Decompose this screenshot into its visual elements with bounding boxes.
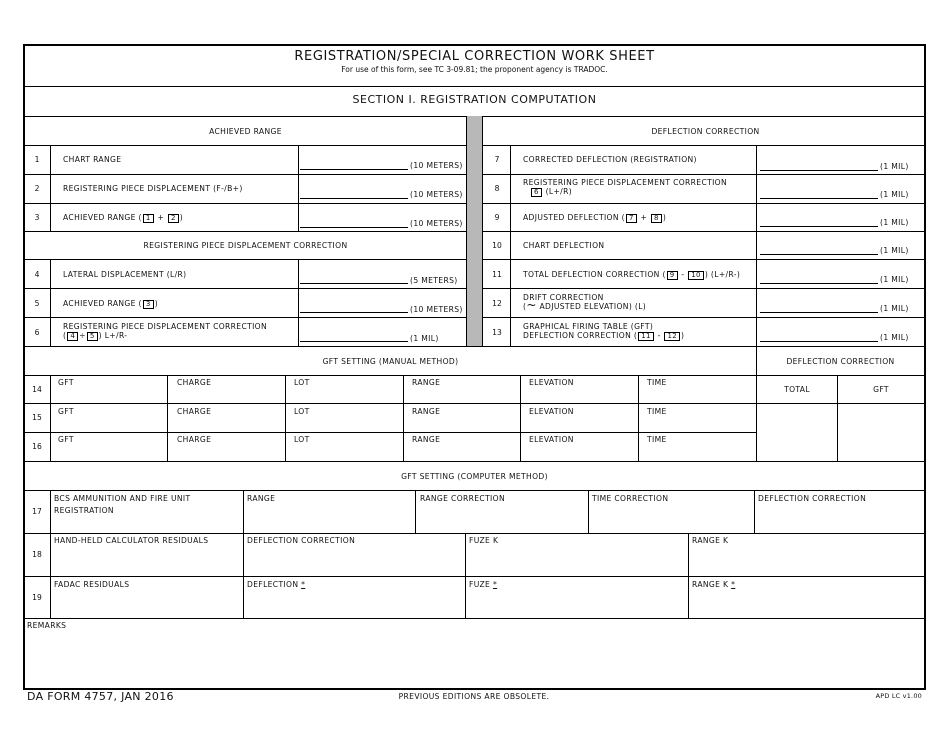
total-header: TOTAL [784,385,810,394]
cell-label: RANGE K [692,536,729,545]
cell-label: RANGE CORRECTION [420,494,506,503]
cell-label: TIME CORRECTION [592,494,669,503]
rpdc-field[interactable] [300,331,408,342]
unit-label: (10 METERS) [410,219,463,228]
row-number: 14 [32,385,42,394]
unit-label: (1 MIL) [880,304,909,313]
row-label-line2: (~ ADJUSTED ELEVATION) (L) [523,298,647,312]
row-label: ADJUSTED DEFLECTION ( 7 + 8 ) [523,213,667,222]
cell-label: REGISTRATION [54,506,114,515]
row-number: 6 [34,328,40,337]
achieved-range-2-field[interactable] [300,302,408,313]
cell-label: GFT [58,407,74,416]
editions-note: PREVIOUS EDITIONS ARE OBSOLETE. [398,692,550,701]
cell-label: CHARGE [177,435,212,444]
row-number: 15 [32,413,42,422]
cell-label: LOT [294,435,310,444]
chart-range-field[interactable] [300,159,408,170]
form-number: DA FORM 4757, JAN 2016 [27,690,174,703]
row-number: 4 [34,270,40,279]
row-number: 16 [32,442,42,451]
row-label: CHART RANGE [63,155,122,164]
cell-label: DEFLECTION * [247,580,306,589]
row-label: CORRECTED DEFLECTION (REGISTRATION) [523,155,697,164]
cell-label: TIME [647,435,667,444]
approx-icon: ~ [526,298,537,312]
registering-piece-displacement-field[interactable] [300,188,408,199]
row-label: DRIFT CORRECTION [523,293,604,302]
row-number: 2 [34,184,40,193]
cell-label: ELEVATION [529,407,574,416]
cell-label: RANGE K * [692,580,736,589]
cell-label: RANGE [247,494,276,503]
form-title: REGISTRATION/SPECIAL CORRECTION WORK SHEET [294,49,655,64]
row-label: CHART DEFLECTION [523,241,605,250]
row-number: 9 [494,213,500,222]
cell-label: RANGE [412,407,441,416]
row-number: 19 [32,593,42,602]
row-label-line2: ( 4 ÷ 5 ) L+/R- [63,331,128,340]
achieved-range-field[interactable] [300,217,408,228]
deflection-correction-header: DEFLECTION CORRECTION [651,127,760,136]
remarks-field[interactable] [26,632,923,686]
row-label-line2: 6 (L+/R) [530,187,572,197]
achieved-range-header: ACHIEVED RANGE [209,127,282,136]
gft-header: GFT [873,385,889,394]
row-number: 3 [34,213,40,222]
unit-label: (5 METERS) [410,276,458,285]
row-number: 13 [492,328,502,337]
cell-label: ELEVATION [529,378,574,387]
rpdc-deflection-field[interactable] [760,188,878,199]
unit-label: (10 METERS) [410,305,463,314]
gft-deflection-correction-field[interactable] [760,331,878,342]
section-title: SECTION I. REGISTRATION COMPUTATION [352,93,597,106]
remarks-label: REMARKS [27,621,67,630]
row-number: 11 [492,270,502,279]
row-number: 18 [32,550,42,559]
corrected-deflection-field[interactable] [760,160,878,171]
cell-label: ELEVATION [529,435,574,444]
cell-label: LOT [294,407,310,416]
row-label: TOTAL DEFLECTION CORRECTION ( 9 - 10 ) (L+/R-) [523,270,741,279]
cell-label: GFT [58,378,74,387]
row-label: REGISTERING PIECE DISPLACEMENT CORRECTION [523,178,728,187]
unit-label: (1 MIL) [880,190,909,199]
cell-label: CHARGE [177,378,212,387]
gft-manual-header: GFT SETTING (MANUAL METHOD) [322,357,459,366]
row-number: 12 [492,299,502,308]
adjusted-deflection-field[interactable] [760,216,878,227]
frame-top [23,44,926,46]
unit-label: (1 MIL) [880,246,909,255]
row-label: ACHIEVED RANGE ( 3 ) [63,299,159,308]
cell-label: DEFLECTION CORRECTION [247,536,356,545]
row-label: GRAPHICAL FIRING TABLE (GFT) [523,322,654,331]
cell-label: TIME [647,378,667,387]
cell-label: LOT [294,378,310,387]
drift-correction-field[interactable] [760,302,878,313]
cell-label: GFT [58,435,74,444]
lateral-displacement-field[interactable] [300,273,408,284]
version-label: APD LC v1.00 [875,692,922,700]
unit-label: (10 METERS) [410,161,463,170]
row-label: ACHIEVED RANGE ( 1 + 2 ) [63,213,184,222]
cell-label: DEFLECTION CORRECTION [758,494,867,503]
frame-right [924,44,926,690]
row-label: REGISTERING PIECE DISPLACEMENT CORRECTION [63,322,268,331]
unit-label: (1 MIL) [410,334,439,343]
total-deflection-correction-field[interactable] [760,273,878,284]
chart-deflection-field[interactable] [760,244,878,255]
row-number: 5 [34,299,40,308]
cell-label: TIME [647,407,667,416]
row-number: 8 [494,184,500,193]
cell-label: FUZE * [469,580,498,589]
row-number: 10 [492,241,502,250]
cell-label: CHARGE [177,407,212,416]
cell-label: BCS AMMUNITION AND FIRE UNIT [54,494,191,503]
unit-label: (1 MIL) [880,218,909,227]
gft-computer-header: GFT SETTING (COMPUTER METHOD) [401,472,548,481]
row-label-line2: DEFLECTION CORRECTION ( 11 - 12 ) [523,331,685,340]
cell-label: RANGE [412,435,441,444]
row-label: REGISTERING PIECE DISPLACEMENT (F-/B+) [63,184,243,193]
cell-label: RANGE [412,378,441,387]
unit-label: (1 MIL) [880,162,909,171]
row-number: 7 [494,155,500,164]
unit-label: (1 MIL) [880,333,909,342]
unit-label: (1 MIL) [880,275,909,284]
row-label: LATERAL DISPLACEMENT (L/R) [63,270,187,279]
form-subtitle: For use of this form, see TC 3-09.81; the proponent agency is TRADOC. [341,65,608,74]
center-divider [466,116,483,346]
row-number: 17 [32,507,42,516]
cell-label: HAND-HELD CALCULATOR RESIDUALS [54,536,209,545]
unit-label: (10 METERS) [410,190,463,199]
cell-label: FADAC RESIDUALS [54,580,130,589]
gft-defl-header: DEFLECTION CORRECTION [786,357,895,366]
row-number: 1 [34,155,40,164]
cell-label: FUZE K [469,536,499,545]
rpdc-header: REGISTERING PIECE DISPLACEMENT CORRECTION [143,241,348,250]
